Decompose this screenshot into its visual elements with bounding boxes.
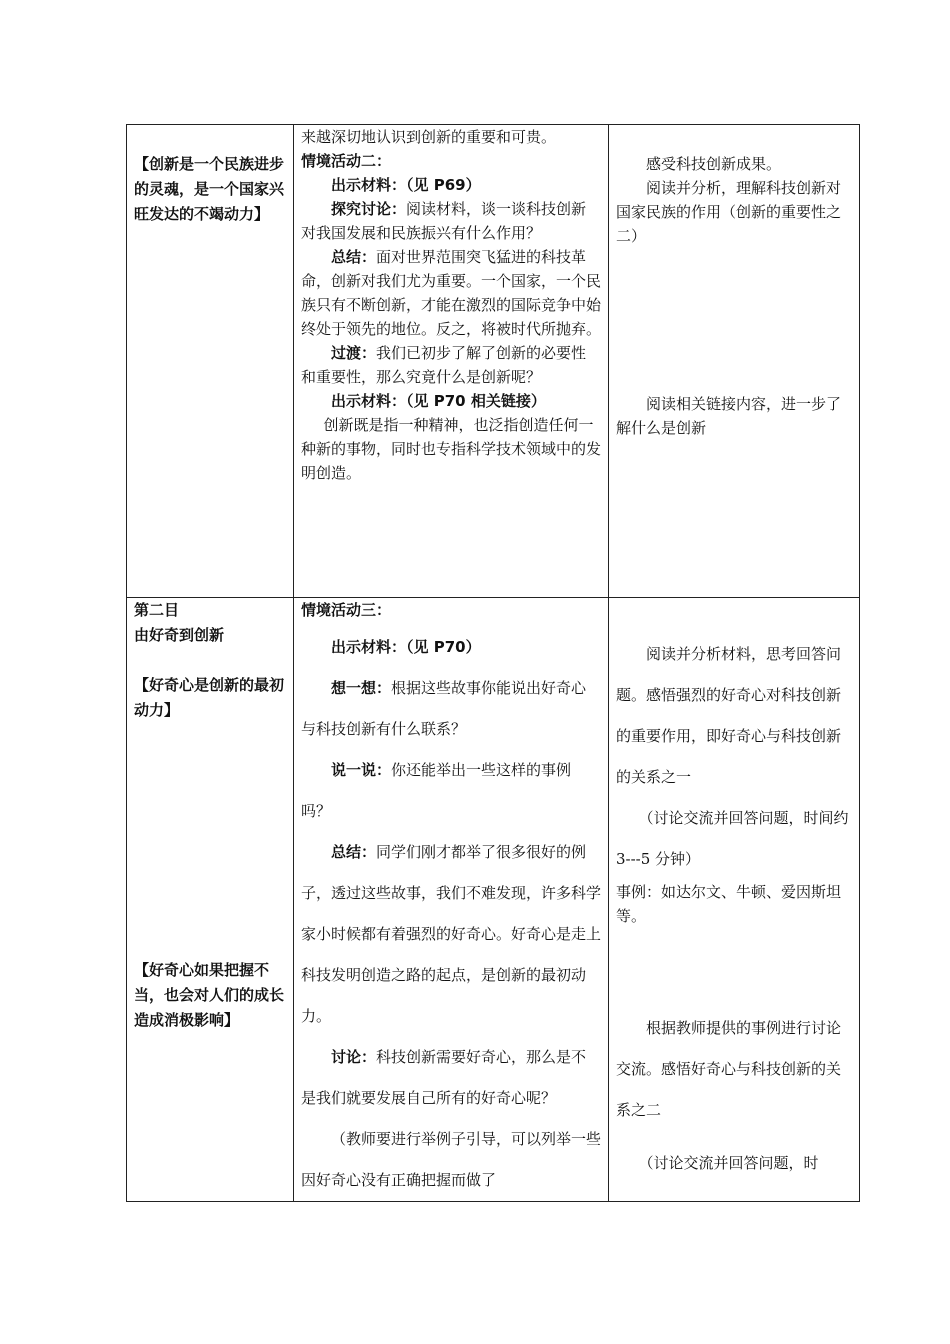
inquiry-label: 探究讨论： [331,200,407,218]
material-label: 出示材料：（见 P70 相关链接） [331,392,546,410]
discuss-paragraph [301,1037,601,1119]
topic-heading: 【好奇心是创新的最初动力】 [134,676,285,719]
topic-heading: 【创新是一个民族进步的灵魂，是一个国家兴旺发达的不竭动力】 [134,155,285,223]
teacher-activity-cell [294,125,609,598]
think-paragraph [301,668,601,750]
student-paragraph: 阅读相关链接内容，进一步了解什么是创新 [616,395,842,437]
student-paragraph: 事例：如达尔文、牛顿、爱因斯坦等。 [616,883,842,925]
material-label: 出示材料：（见 P69） [331,176,481,194]
say-paragraph [301,750,601,832]
summary-paragraph [301,832,601,1037]
student-paragraph: 阅读并分析，理解科技创新对国家民族的作用（创新的重要性之二） [616,179,842,245]
summary-text: 面对世界范围突飞猛进的科技革命，创新对我们尤为重要。一个国家，一个民族只有不断创新，才能在激烈的国际竞争中始终处于领先的地位。反之，将被时代所抛弃。 [301,248,602,338]
teacher-note: （教师要进行举例子引导，可以列举一些因好奇心没有正确把握而做了 [301,1130,602,1189]
table-row [127,598,860,1202]
student-activity-cell [609,598,860,1202]
discuss-text: 科技创新需要好奇心，那么是不是我们就要发展自己所有的好奇心呢？ [301,1048,587,1107]
summary-paragraph [301,245,601,341]
transition-text: 我们已初步了解了创新的必要性和重要性，那么究竟什么是创新呢？ [301,344,587,386]
material-label: 出示材料：（见 P70） [331,638,481,656]
student-paragraph: 根据教师提供的事例进行讨论交流。感悟好奇心与科技创新的关系之二 [616,1019,842,1119]
section-label: 第二目 [134,601,180,619]
definition-paragraph: 创新既是指一种精神，也泛指创造任何一种新的事物，同时也专指科学技术领域中的发明创造。 [301,416,602,482]
transition-paragraph [301,341,601,389]
lesson-plan-table [126,124,860,1202]
table-row [127,125,860,598]
topic-heading: 【好奇心如果把握不当，也会对人们的成长造成消极影响】 [134,961,285,1029]
summary-label: 总结： [331,843,377,861]
student-paragraph: （讨论交流并回答问题，时 [638,1154,819,1172]
think-label: 想一想： [331,679,392,697]
say-text: 你还能举出一些这样的事例吗？ [301,761,572,820]
summary-label: 总结： [331,248,377,266]
topic-cell [127,598,294,1202]
inquiry-paragraph [301,197,601,245]
student-paragraph: 感受科技创新成果。 [646,155,782,173]
inquiry-text: 阅读材料，谈一谈科技创新对我国发展和民族振兴有什么作用？ [301,200,587,242]
student-paragraph: 阅读并分析材料，思考回答问题。感悟强烈的好奇心对科技创新的重要作用，即好奇心与科技创新的关系之一 [616,645,842,786]
activity-title: 情境活动三： [301,601,392,619]
transition-label: 过渡： [331,344,377,362]
summary-text: 同学们刚才都举了很多很好的例子，透过这些故事，我们不难发现，许多科学家小时候都有着强烈的好奇心。好奇心是走上科技发明创造之路的起点，是创新的最初动力。 [301,843,602,1025]
think-text: 根据这些故事你能说出好奇心与科技创新有什么联系？ [301,679,587,738]
continued-text: 来越深切地认识到创新的重要和可贵。 [301,128,557,146]
activity-title: 情境活动二： [301,152,392,170]
teacher-activity-cell [294,598,609,1202]
say-label: 说一说： [331,761,392,779]
discuss-label: 讨论： [331,1048,377,1066]
student-activity-cell [609,125,860,598]
section-subtitle: 由好奇到创新 [134,626,225,644]
topic-cell [127,125,294,598]
student-paragraph: （讨论交流并回答问题，时间约 3---5 分钟） [616,809,849,868]
